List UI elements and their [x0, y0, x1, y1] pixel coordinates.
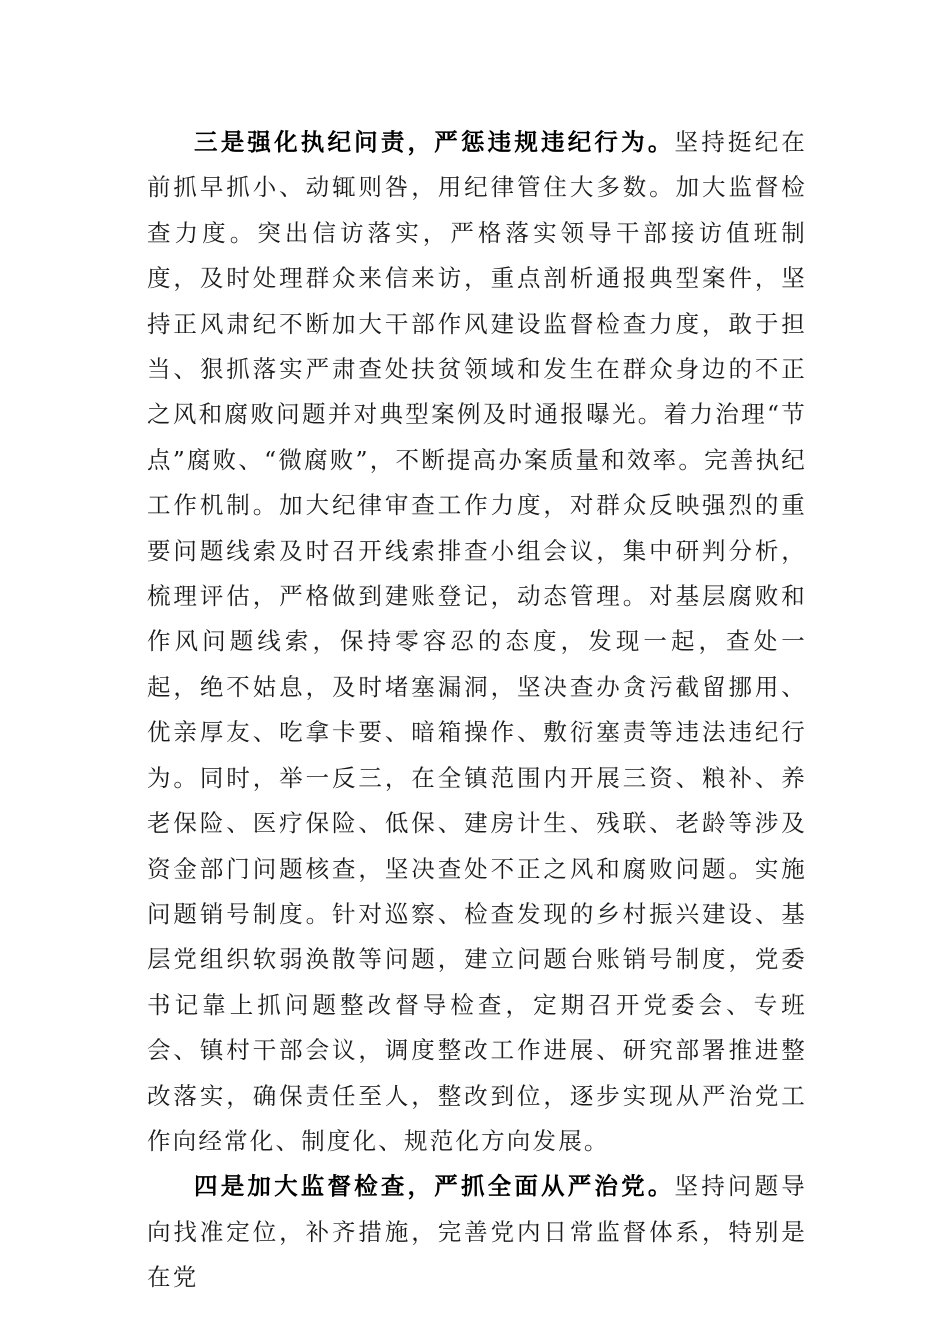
paragraph-text: 坚持问题导向找准定位，补齐措施，完善党内日常监督体系，特别是在党: [147, 1172, 807, 1292]
document-body: [147, 120, 807, 1301]
paragraph-heading: 三是强化执纪问责，严惩违规违纪行为。: [194, 128, 675, 156]
paragraph-heading: 四是加大监督检查，严抓全面从严治党。: [194, 1172, 675, 1201]
paragraph-text: 坚持挺纪在前抓早抓小、动辄则咎，用纪律管住大多数。加大监督检查力度。突出信访落实，严格落实领导干部接访值班制度，及时处理群众来信来访，重点剖析通报典型案件，坚持正风肃纪不断加大干部作风建设监督检查力度，敢于担当、狠抓落实严肃查处扶贫领域和发生在群众身边的不正之风和腐败问题并对典型案例及时通报曝光。着力治理“节点”腐败、“微腐败”，不断提高办案质量和效率。完善执纪工作机制。加大纪律审查工作力度，对群众反映强烈的重要问题线索及时召开线索排查小组会议，集中研判分析，梳理评估，严格做到建账登记，动态管理。对基层腐败和作风问题线索，保持零容忍的态度，发现一起，查处一起，绝不姑息，及时堵塞漏洞，坚决查办贪污截留挪用、优亲厚友、吃拿卡要、暗箱操作、敷衍塞责等违法违纪行为。同时，举一反三，在全镇范围内开展三资、粮补、养老保险、医疗保险、低保、建房计生、残联、老龄等涉及资金部门问题核查，坚决查处不正之风和腐败问题。实施问题销号制度。针对巡察、检查发现的乡村振兴建设、基层党组织软弱涣散等问题，建立问题台账销号制度，党委书记靠上抓问题整改督导检查，定期召开党委会、专班会、镇村干部会议，调度整改工作进展、研究部署推进整改落实，确保责任至人，整改到位，逐步实现从严治党工作向经常化、制度化、规范化方向发展。: [147, 128, 807, 1155]
paragraph-four: [147, 1164, 807, 1300]
paragraph-three: [147, 120, 807, 1164]
